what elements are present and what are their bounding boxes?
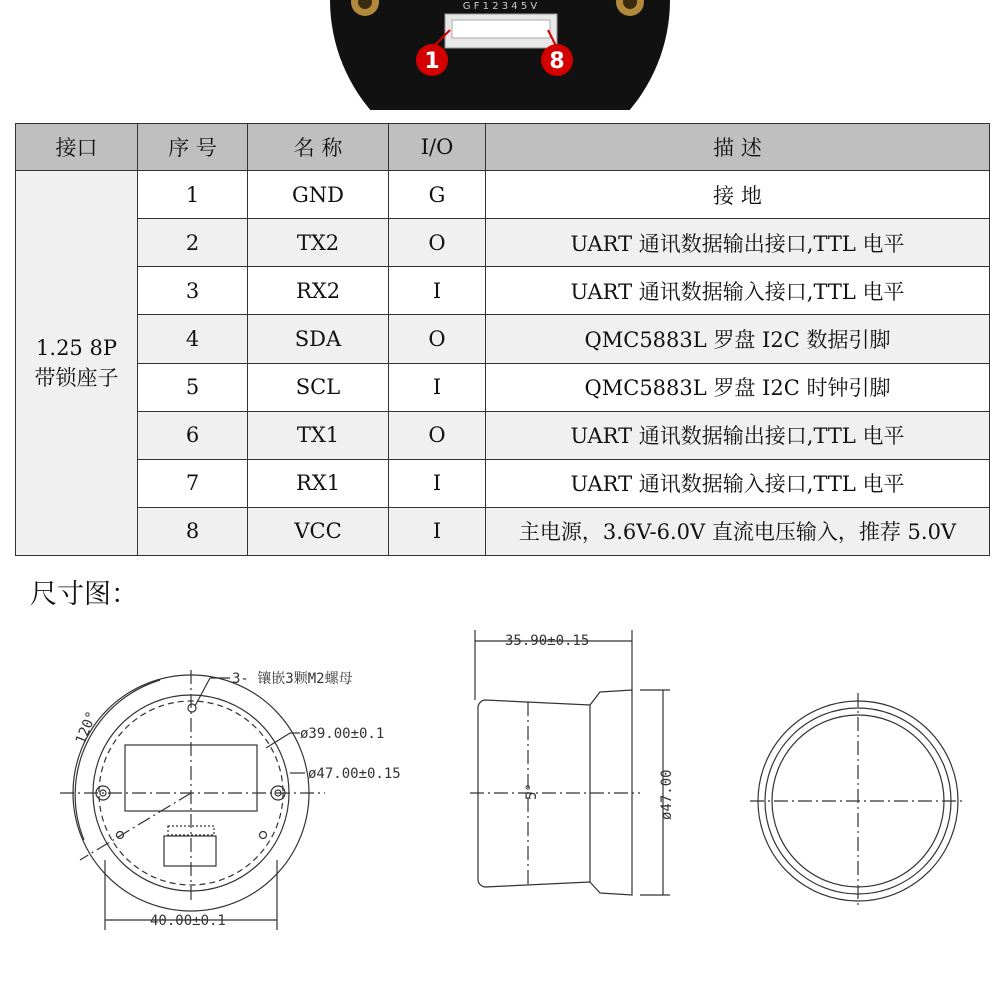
- dimension-drawings: [0, 600, 1000, 996]
- header-io: I/O: [389, 124, 486, 171]
- pin-io: O: [389, 219, 486, 267]
- outer-diameter-label: ø47.00±0.15: [308, 766, 401, 782]
- pin-name: TX2: [248, 219, 389, 267]
- pin-io: G: [389, 171, 486, 219]
- nut-note: 3- 镶嵌3颗M2螺母: [232, 671, 353, 687]
- header-description: 描 述: [486, 124, 990, 171]
- header-number: 序 号: [138, 124, 248, 171]
- pin-description: QMC5883L 罗盘 I2C 时钟引脚: [486, 363, 990, 411]
- pin-io: I: [389, 363, 486, 411]
- pin-number: 6: [138, 411, 248, 459]
- table-row: [16, 507, 990, 555]
- interface-desc: 带锁座子: [34, 366, 119, 390]
- draft-angle-label: 5°: [524, 783, 540, 800]
- pin1-label: 1: [424, 49, 440, 74]
- pin-io: O: [389, 315, 486, 363]
- table-row: [16, 171, 990, 219]
- pin-name: GND: [248, 171, 389, 219]
- pin-description: 主电源，3.6V-6.0V 直流电压输入，推荐 5.0V: [486, 507, 990, 555]
- side-diameter-label: ø47.00: [659, 769, 675, 820]
- table-row: [16, 411, 990, 459]
- pin-description: UART 通讯数据输入接口,TTL 电平: [486, 267, 990, 315]
- pin-description: UART 通讯数据输入接口,TTL 电平: [486, 459, 990, 507]
- back-view: [750, 693, 966, 909]
- table-row: [16, 267, 990, 315]
- pin-name: RX1: [248, 459, 389, 507]
- inner-diameter-label: ø39.00±0.1: [300, 726, 385, 742]
- table-header-row: [16, 124, 990, 171]
- svg-text:G F 1 2 3 4 5 V: G F 1 2 3 4 5 V: [462, 1, 538, 12]
- length-label: 35.90±0.15: [505, 633, 590, 649]
- pin-number: 7: [138, 459, 248, 507]
- pin-io: O: [389, 411, 486, 459]
- table-row: [16, 219, 990, 267]
- pin-name: RX2: [248, 267, 389, 315]
- pin-io: I: [389, 459, 486, 507]
- pin-name: VCC: [248, 507, 389, 555]
- interface-type: 1.25 8P: [36, 336, 117, 360]
- pin-number: 4: [138, 315, 248, 363]
- angle-label: 120°: [72, 709, 101, 747]
- width-label: 40.00±0.1: [150, 913, 226, 929]
- dimension-title: 尺寸图：: [30, 579, 138, 610]
- pin-description: UART 通讯数据输出接口,TTL 电平: [486, 411, 990, 459]
- pin-number: 5: [138, 363, 248, 411]
- pin8-label: 8: [549, 49, 565, 74]
- interface-cell: [16, 171, 138, 556]
- pin-description: 接 地: [486, 171, 990, 219]
- pin-number: 1: [138, 171, 248, 219]
- table-row: [16, 363, 990, 411]
- pin-name: SDA: [248, 315, 389, 363]
- front-view: [60, 670, 325, 930]
- pin-io: I: [389, 507, 486, 555]
- product-photo: [0, 0, 1000, 110]
- pin-number: 8: [138, 507, 248, 555]
- pin-description: QMC5883L 罗盘 I2C 数据引脚: [486, 315, 990, 363]
- pin-definition-table: [15, 123, 990, 556]
- header-name: 名 称: [248, 124, 389, 171]
- pin-number: 2: [138, 219, 248, 267]
- pin-io: I: [389, 267, 486, 315]
- pin-name: TX1: [248, 411, 389, 459]
- table-row: [16, 459, 990, 507]
- pin-description: UART 通讯数据输出接口,TTL 电平: [486, 219, 990, 267]
- pin-name: SCL: [248, 363, 389, 411]
- pin-number: 3: [138, 267, 248, 315]
- table-row: [16, 315, 990, 363]
- side-view: [470, 630, 670, 895]
- header-interface: 接口: [16, 124, 138, 171]
